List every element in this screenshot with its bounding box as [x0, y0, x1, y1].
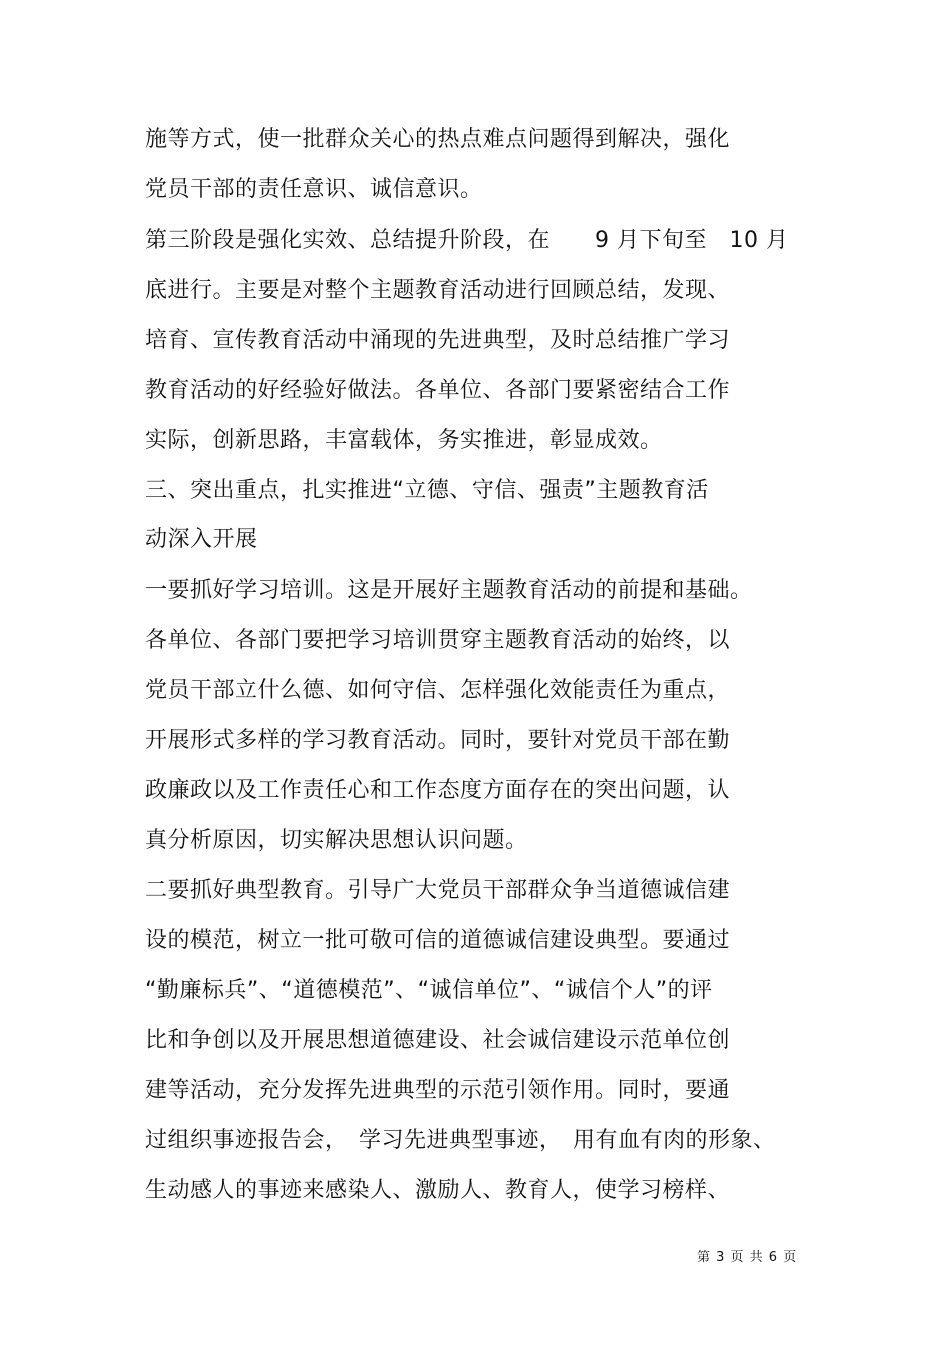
body-text-line: 一要抓好学习培训。这是开展好主题教育活动的前提和基础。 [145, 578, 753, 603]
body-text-line: 底进行。主要是对整个主题教育活动进行回顾总结，发现、 [145, 278, 731, 303]
body-text-line: 真分析原因，切实解决思想认识问题。 [145, 828, 528, 853]
body-text-line: “勤廉标兵”、“道德模范”、“诚信单位”、“诚信个人”的评 [145, 978, 713, 1003]
body-text-line: 施等方式，使一批群众关心的热点难点问题得到解决，强化 [145, 127, 731, 152]
body-text-line: 二要抓好典型教育。引导广大党员干部群众争当道德诚信建 [145, 878, 731, 903]
body-text-line: 比和争创以及开展思想道德建设、社会诚信建设示范单位创 [145, 1028, 731, 1053]
body-text-line: 教育活动的好经验好做法。各单位、各部门要紧密结合工作 [145, 378, 731, 403]
body-text-line: 各单位、各部门要把学习培训贯穿主题教育活动的始终，以 [145, 628, 731, 653]
body-text-line: 生动感人的事迹来感染人、激励人、教育人，使学习榜样、 [145, 1178, 731, 1203]
body-text-line: 党员干部立什么德、如何守信、怎样强化效能责任为重点， [145, 678, 731, 703]
page-number-footer: 第 3 页 共 6 页 [697, 1250, 798, 1265]
body-text-line: 实际，创新思路，丰富载体，务实推进，彰显成效。 [145, 428, 663, 453]
body-text-line: 第三阶段是强化实效、总结提升阶段，在 9 月下旬至 10 月 [145, 228, 789, 253]
body-text-line: 开展形式多样的学习教育活动。同时，要针对党员干部在勤 [145, 728, 731, 753]
body-text-line: 建等活动，充分发挥先进典型的示范引领作用。同时，要通 [145, 1078, 731, 1103]
body-text-line: 设的模范，树立一批可敬可信的道德诚信建设典型。要通过 [145, 928, 731, 953]
section-heading-line: 动深入开展 [145, 527, 258, 552]
body-text-line: 培育、宣传教育活动中涌现的先进典型，及时总结推广学习 [145, 328, 731, 353]
section-heading-line: 三、突出重点，扎实推进“立德、守信、强责”主题教育活 [145, 478, 709, 503]
body-text-line: 过组织事迹报告会， 学习先进典型事迹， 用有血有肉的形象、 [145, 1128, 776, 1153]
body-text-line: 政廉政以及工作责任心和工作态度方面存在的突出问题，认 [145, 778, 731, 803]
body-text-line: 党员干部的责任意识、诚信意识。 [145, 177, 483, 202]
